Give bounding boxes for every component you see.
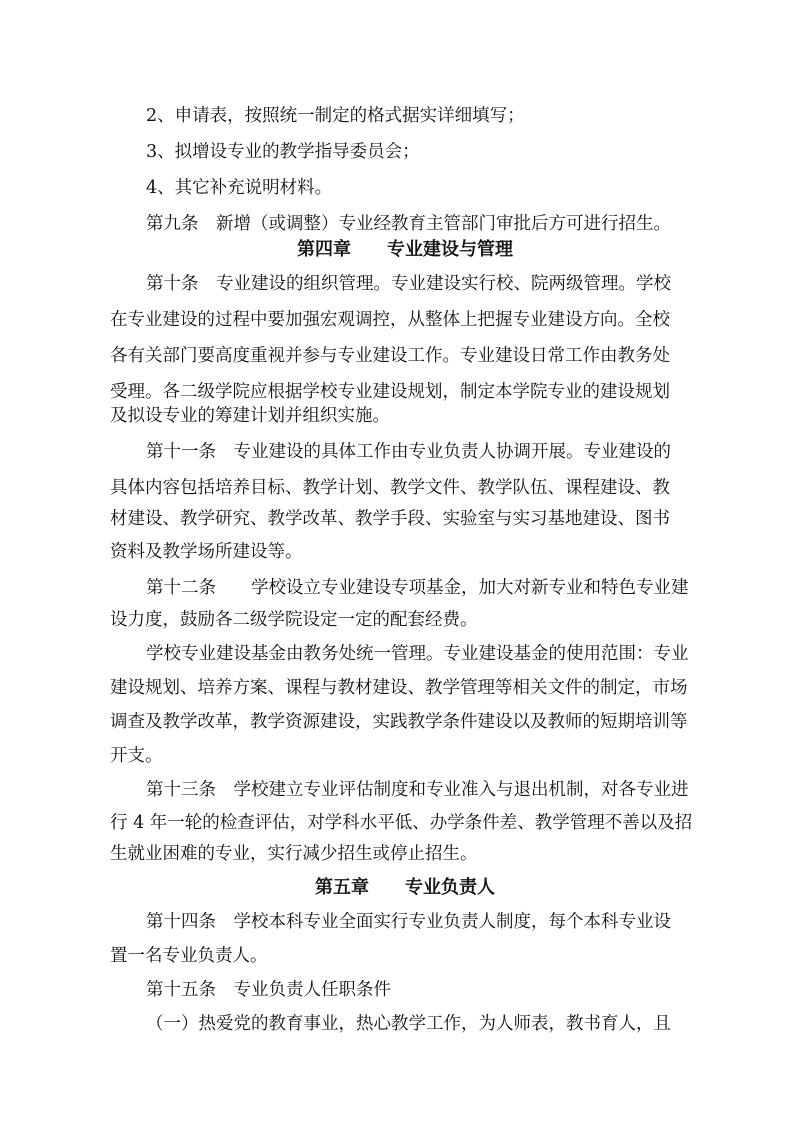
article-14-line-1: 第十四条 学校本科专业全面实行专业负责人制度，每个本科专业设 (146, 912, 671, 932)
article-13-line-2: 行 4 年一轮的检查评估，对学科水平低、办学条件差、教学管理不善以及招 (110, 813, 693, 833)
list-item-other-materials: 4、其它补充说明材料。 (146, 178, 333, 198)
article-12-line-2: 设力度，鼓励各二级学院设定一定的配套经费。 (110, 610, 478, 630)
list-item-application-form: 2、申请表，按照统一制定的格式据实详细填写； (146, 106, 525, 126)
article-11-line-3: 材建设、教学研究、教学改革、教学手段、实验室与实习基地建设、图书 (110, 509, 670, 529)
article-12-line-1: 第十二条 学校设立专业建设专项基金，加大对新专业和特色专业建 (146, 578, 689, 598)
article-10-line-4: 受理。各二级学院应根据学校专业建设规划，制定本学院专业的建设规划 (110, 382, 670, 402)
article-9: 第九条 新增（或调整）专业经教育主管部门审批后方可进行招生。 (146, 214, 671, 234)
article-10-line-3: 各有关部门要高度重视并参与专业建设工作。专业建设日常工作由教务处 (110, 346, 670, 366)
condition-1-line-1: （一）热爱党的教育事业，热心教学工作，为人师表，教书育人，且 (146, 1014, 671, 1034)
article-15: 第十五条 专业负责人任职条件 (146, 980, 391, 1000)
fund-paragraph-line-2: 建设规划、培养方案、课程与教材建设、教学管理等相关文件的制定，市场 (110, 678, 688, 698)
chapter-4-heading: 第四章 专业建设与管理 (297, 239, 513, 260)
article-10-line-2: 在专业建设的过程中要加强宏观调控，从整体上把握专业建设方向。全校 (110, 310, 670, 330)
fund-paragraph-line-1: 学校专业建设基金由教务处统一管理。专业建设基金的使用范围：专业 (146, 644, 689, 664)
article-13-line-1: 第十三条 学校建立专业评估制度和专业准入与退出机制，对各专业进 (146, 780, 689, 800)
article-10-line-5: 及拟设专业的筹建计划并组织实施。 (110, 406, 390, 426)
article-10-line-1: 第十条 专业建设的组织管理。专业建设实行校、院两级管理。学校 (146, 274, 671, 294)
article-14-line-2: 置一名专业负责人。 (110, 946, 268, 966)
fund-paragraph-line-3: 调查及教学改革，教学资源建设，实践教学条件建设以及教师的短期培训等 (110, 712, 688, 732)
article-11-line-1: 第十一条 专业建设的具体工作由专业负责人协调开展。专业建设的 (146, 442, 671, 462)
article-13-line-3: 生就业困难的专业，实行减少招生或停止招生。 (110, 844, 478, 864)
article-11-line-4: 资料及教学场所建设等。 (110, 542, 303, 562)
article-11-line-2: 具体内容包括培养目标、教学计划、教学文件、教学队伍、课程建设、教 (110, 478, 670, 498)
fund-paragraph-line-4: 开支。 (110, 746, 163, 766)
chapter-5-heading: 第五章 专业负责人 (315, 877, 495, 898)
list-item-committee: 3、拟增设专业的教学指导委员会； (146, 142, 420, 162)
